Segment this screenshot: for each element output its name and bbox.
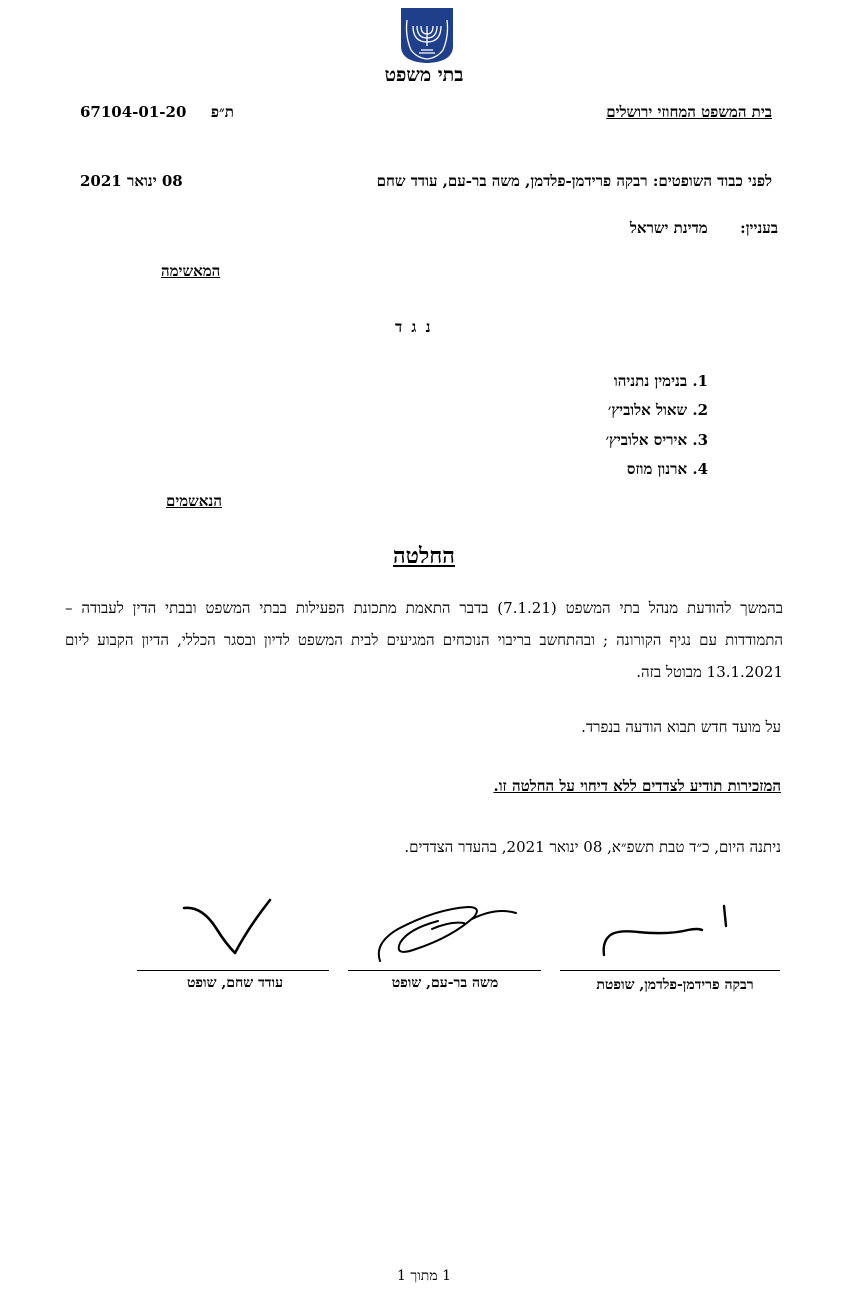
courts-title: בתי משפט <box>384 64 464 86</box>
defendant-item: 4. ארנון מוזס <box>626 460 708 478</box>
defendant-item: 1. בנימין נתניהו <box>613 372 708 390</box>
decision-date: 08 ינואר 2021 <box>80 172 183 190</box>
signature-image <box>180 898 280 958</box>
judges-label: לפני כבוד השופטים: <box>652 172 772 190</box>
matter-line <box>630 219 778 238</box>
defendants-role: הנאשמים <box>166 492 222 510</box>
secretariat-note: המזכירות תודיע לצדדים ללא דיחוי על החלטה זו. <box>493 777 781 795</box>
decision-paragraph: על מועד חדש תבוא הודעה בנפרד. <box>581 718 781 736</box>
given-line: ניתנה היום, כ״ד טבת תשפ״א, 08 ינואר 2021, בהעדר הצדדים. <box>404 838 781 856</box>
case-identifier <box>80 103 234 122</box>
case-number: 67104-01-20 <box>80 103 187 121</box>
state-emblem-icon <box>399 6 455 64</box>
case-type: ת״פ <box>210 103 234 121</box>
defendant-item: 2. שאול אלוביץ׳ <box>607 401 708 419</box>
page-number: 1 מתוך 1 <box>396 1268 452 1284</box>
judges-names: רבקה פרידמן-פלדמן, משה בר-עם, עודד שחם <box>376 172 648 190</box>
decision-title: החלטה <box>393 543 455 569</box>
versus-label: נ ג ד <box>395 318 431 336</box>
signature-line <box>348 970 541 971</box>
defendant-item: 3. איריס אלוביץ׳ <box>605 431 708 449</box>
court-name: בית המשפט המחוזי ירושלים <box>606 103 772 121</box>
decision-paragraph: בהמשך להודעת מנהל בתי המשפט (7.1.21) בדבר התאמת מתכונת הפעילות בבתי המשפט ובבתי הדין לעבודה – התמודדות עם נגיף הקורונה ; ובהתחשב בריבוי הנוכחים המגיעים לבית המשפט לדיון ובסגר הכללי, הדיון הקבוע ליום 13.1.2021 מבוטל בזה. <box>65 599 784 681</box>
judges-line <box>377 172 772 191</box>
judge-signature-name: רבקה פרידמן-פלדמן, שופטת <box>596 977 754 993</box>
prosecution-name: מדינת ישראל <box>629 219 708 237</box>
signature-line <box>560 970 780 971</box>
signature-image <box>372 895 522 965</box>
prosecution-role: המאשימה <box>161 262 221 280</box>
signature-image <box>598 900 738 960</box>
judge-signature-name: עודד שחם, שופט <box>186 975 284 991</box>
matter-label: בעניין: <box>740 219 778 237</box>
signature-line <box>137 970 329 971</box>
judge-signature-name: משה בר-עם, שופט <box>391 975 499 991</box>
